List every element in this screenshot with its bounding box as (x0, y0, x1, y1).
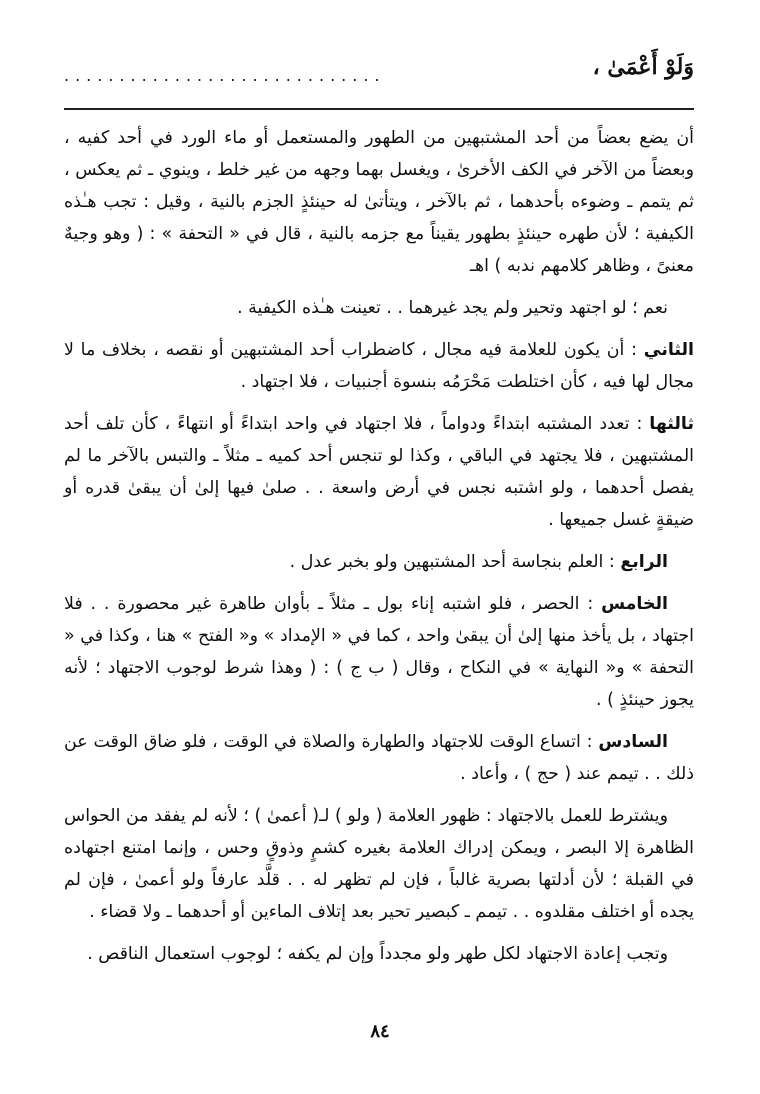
paragraph (64, 938, 694, 970)
paragraph-text: : العلم بنجاسة أحد المشتبهين ولو بخبر عدل . (289, 552, 615, 572)
page-body (64, 122, 694, 980)
page-number: ٨٤ (370, 1021, 390, 1042)
paragraph (64, 726, 694, 790)
paragraph-lead: ثالثها (649, 414, 694, 434)
paragraph (64, 546, 694, 578)
header-dots: ............................. (64, 66, 386, 85)
paragraph-lead: الثاني (643, 340, 694, 360)
paragraph (64, 800, 694, 928)
paragraph-lead: السادس (598, 732, 669, 752)
paragraph-lead: الرابع (620, 552, 668, 572)
paragraph-text: أن يضع بعضاً من أحد المشتبهين من الطهور والمستعمل أو ماء الورد في أحد كفيه ، وبعضاً من الآخر في الكف الأخرىٰ ، ويغسل بهما وجهه من غير خلط ، وينوي ـ ثم يعكس ، ثم يتمم ـ وضوءه بأحدهما ، ثم بالآخر ، ويتأتىٰ له حينئذٍ الجزم بالنية ، وقيل : تجب هـٰذه الكيفية ؛ لأن طهره حينئذٍ بطهور يقيناً مع جزمه بالنية ، قال في « التحفة » : ( وهو وجيهٌ معنىً ، وظاهر كلامهم ندبه ) اهـ (64, 128, 694, 276)
paragraph (64, 334, 694, 398)
paragraph (64, 588, 694, 716)
header-rule (64, 108, 694, 110)
paragraph (64, 292, 694, 324)
paragraph-text: نعم ؛ لو اجتهد وتحير ولم يجد غيرهما . . تعينت هـٰذه الكيفية . (237, 298, 668, 318)
paragraph-lead: الخامس (601, 594, 668, 614)
header-title: وَلَوْ أَعْمَىٰ ، (592, 54, 694, 80)
paragraph-text: : الحصر ، فلو اشتبه إناء بول ـ مثلاً ـ بأوان طاهرة غير محصورة . . فلا اجتهاد ، بل يأخذ منها إلىٰ أن يبقىٰ واحد ، كما في « الإمداد » و« الفتح » هنا ، وكذا في « التحفة » و« النهاية » في النكاح ، وقال ( ب ج ) : ( وهذا شرط لوجوب الاجتهاد ؛ لأنه يجوز حينئذٍ ) . (64, 594, 694, 710)
paragraph (64, 408, 694, 536)
running-header (64, 52, 694, 92)
paragraph-text: ويشترط للعمل بالاجتهاد : ظهور العلامة ( ولو ) لـ( أعمىٰ ) ؛ لأنه لم يفقد من الحواس الظاهرة إلا البصر ، ويمكن إدراك العلامة بغيره كشمٍ وذوقٍ وحس ، وإنما امتنع اجتهاده في القبلة ؛ لأن أدلتها بصرية غالباً ، فإن لم تظهر له . . قلَّد عارفاً ولو أعمىٰ ، فإن لم يجده أو اختلف مقلدوه . . تيمم ـ كبصير تحير بعد إتلاف الماءين أو أحدهما ـ ولا قضاء . (64, 806, 694, 922)
paragraph-text: : اتساع الوقت للاجتهاد والطهارة والصلاة في الوقت ، فلو ضاق الوقت عن ذلك . . تيمم عند ( حج ) ، وأعاد . (64, 732, 694, 784)
paragraph-text: : تعدد المشتبه ابتداءً ودواماً ، فلا اجتهاد في واحد ابتداءً أو انتهاءً ، كأن تلف أحد المشتبهين ، فلا يجتهد في الباقي ، وكذا لو تنجس أحد كميه ـ مثلاً ـ والتبس بالآخر ما لم يفصل أحدهما ، ولو اشتبه نجس في أرض واسعة . . صلىٰ فيها إلىٰ أن يبقىٰ قدره أو ضيقةٍ غسل جميعها . (64, 414, 694, 530)
paragraph (64, 122, 694, 282)
paragraph-text: : أن يكون للعلامة فيه مجال ، كاضطراب أحد المشتبهين أو نقصه ، بخلاف ما لا مجال لها فيه ، كأن اختلطت مَحْرَمُه بنسوة أجنبيات ، فلا اجتهاد . (64, 340, 694, 392)
paragraph-text: وتجب إعادة الاجتهاد لكل طهر ولو مجدداً وإن لم يكفه ؛ لوجوب استعمال الناقص . (87, 944, 668, 964)
